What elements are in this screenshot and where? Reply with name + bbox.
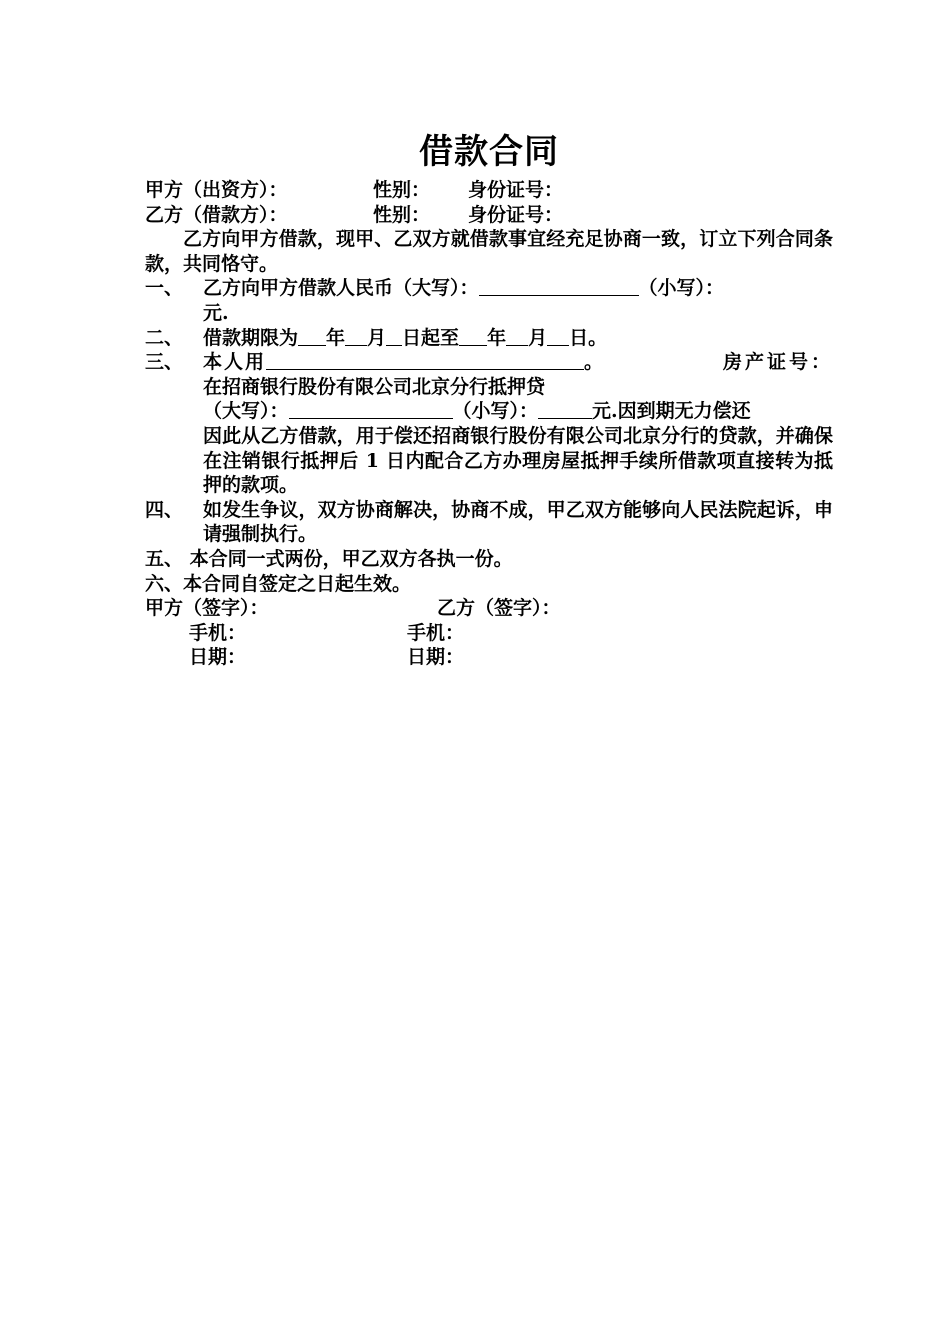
contract-body [145, 128, 833, 670]
clause-2-number: 二、 [145, 326, 184, 349]
clause-1-text-a: 乙方向甲方借款人民币（大写）： [203, 277, 479, 300]
phone-row [145, 621, 833, 646]
end-year-blank[interactable] [459, 326, 487, 346]
property-cert-label: 房产证号： [722, 351, 833, 374]
page-title: 借款合同 [419, 132, 559, 172]
clause-5: 五、 本合同一式两份，甲乙双方各执一份。 [145, 547, 513, 570]
period-mark: 。 [584, 351, 604, 374]
party-a-label: 甲方（出资方）： [145, 179, 288, 201]
party-b-date: 日期： [407, 646, 465, 669]
year-label: 年 [487, 326, 507, 349]
signature-row [145, 596, 833, 621]
start-day-blank[interactable] [386, 326, 402, 346]
clause-3-rest: 因此从乙方借款，用于偿还招商银行股份有限公司北京分行的贷款，并确保在注销银行抵押后 1 日内配合乙方办理房屋抵押手续所借款项直接转为抵押的款项。 [203, 424, 833, 497]
loan-upper-blank[interactable] [289, 399, 453, 419]
clause-2 [145, 326, 833, 351]
clause-1-text-c: 元. [203, 301, 229, 324]
amount-lower-label: （小写）： [452, 400, 539, 423]
party-a-id: 身份证号： [468, 179, 564, 201]
start-month-blank[interactable] [345, 326, 367, 346]
party-a-phone: 手机： [189, 621, 247, 644]
party-b-label: 乙方（借款方）： [145, 203, 288, 226]
party-a-gender: 性别： [373, 179, 431, 201]
day-label: 日起至 [402, 326, 460, 349]
intro-paragraph: 乙方向甲方借款，现甲、乙双方就借款事宜经充足协商一致，订立下列合同条款，共同恪守。 [145, 228, 833, 275]
clause-4-number: 四、 [145, 498, 184, 521]
loan-lower-blank[interactable] [538, 399, 592, 419]
month-label: 月 [528, 326, 548, 349]
party-b-signature: 乙方（签字）： [437, 597, 561, 620]
party-b-phone: 手机： [407, 621, 465, 644]
end-day-blank[interactable] [547, 326, 569, 346]
amount-upper-blank[interactable] [479, 276, 639, 296]
clause-3 [145, 350, 833, 498]
party-b-gender: 性别： [373, 203, 431, 226]
date-row [145, 645, 833, 670]
clause-6: 六、本合同自签定之日起生效。 [145, 572, 412, 595]
party-a-date: 日期： [189, 646, 247, 669]
clause-4-text: 如发生争议，双方协商解决，协商不成，甲乙双方能够向人民法院起诉，申请强制执行。 [203, 498, 833, 546]
party-a-signature: 甲方（签字）： [145, 597, 269, 620]
party-a-row [145, 178, 833, 203]
party-b-row [145, 203, 833, 228]
clause-1-text-b: （小写）： [638, 277, 725, 300]
clause-2-text: 借款期限为 [203, 326, 299, 349]
end-month-blank[interactable] [506, 326, 528, 346]
clause-3-text: 本人用 [203, 351, 267, 374]
start-year-blank[interactable] [298, 326, 326, 346]
clause-1-number: 一、 [145, 277, 184, 300]
clause-3-number: 三、 [145, 351, 184, 374]
clause-3-text-end: 元.因到期无力偿还 [592, 400, 751, 423]
month-label: 月 [367, 326, 387, 349]
clause-1 [145, 276, 833, 325]
property-blank[interactable] [266, 350, 584, 370]
clause-4 [145, 498, 833, 547]
party-b-id: 身份证号： [468, 203, 564, 226]
day-label: 日。 [569, 326, 608, 349]
year-label: 年 [326, 326, 346, 349]
amount-upper-label: （大写）： [203, 400, 289, 423]
clause-3-line-2: 在招商银行股份有限公司北京分行抵押贷 [203, 375, 546, 398]
